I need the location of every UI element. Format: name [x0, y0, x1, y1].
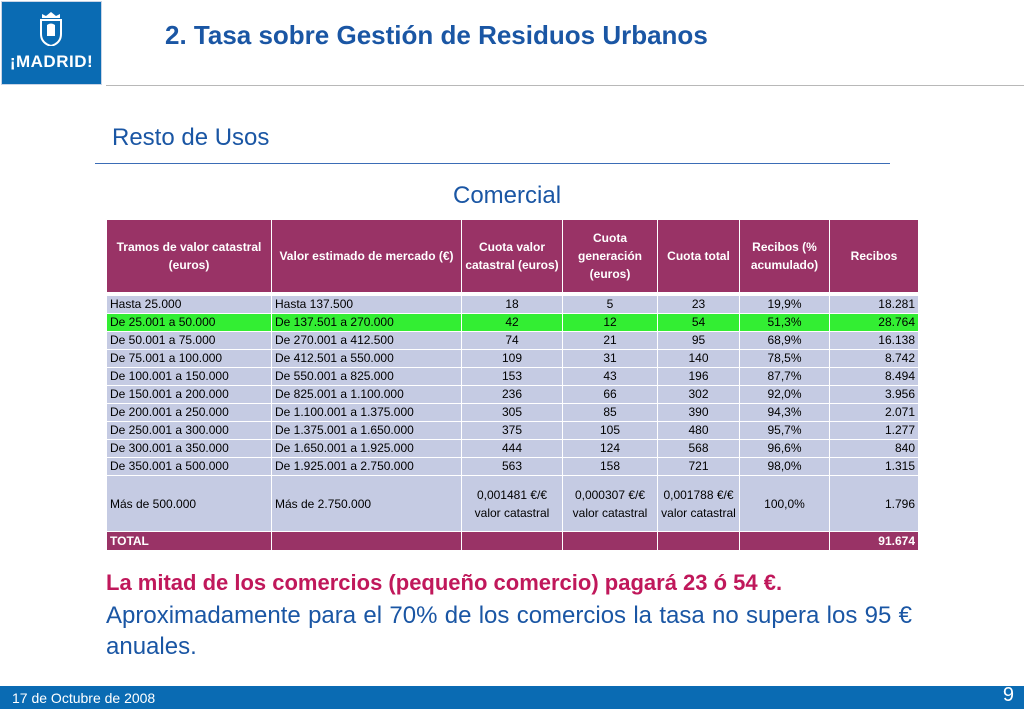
note-text: Aproximadamente para el 70% de los comercios la tasa no supera los 95 € anuales.	[106, 602, 912, 660]
table-cell: 31	[563, 350, 658, 368]
subtitle: Resto de Usos	[112, 124, 270, 151]
table-cell: 444	[462, 440, 563, 458]
table-cell: 18	[462, 296, 563, 314]
table-row	[107, 440, 919, 458]
column-header: Tramos de valor catastral (euros)	[107, 220, 272, 293]
table-row	[107, 386, 919, 404]
table-cell: 5	[563, 296, 658, 314]
table-cell: De 50.001 a 75.000	[107, 332, 272, 350]
table-cell: De 25.001 a 50.000	[107, 314, 272, 332]
table-cell: 1.315	[830, 458, 919, 476]
table-cell: 375	[462, 422, 563, 440]
table-cell: 43	[563, 368, 658, 386]
table-cell: Hasta 25.000	[107, 296, 272, 314]
table-row	[107, 332, 919, 350]
table-row	[107, 476, 919, 532]
table-cell: 105	[563, 422, 658, 440]
table-cell: 18.281	[830, 296, 919, 314]
column-header: Cuota valor catastral (euros)	[462, 220, 563, 293]
table-row	[107, 458, 919, 476]
table-cell: 95	[658, 332, 740, 350]
table-cell: 68,9%	[740, 332, 830, 350]
table-cell: De 75.001 a 100.000	[107, 350, 272, 368]
total-value: 91.674	[830, 532, 919, 551]
table-cell: 305	[462, 404, 563, 422]
table-cell: 0,000307 €/€ valor catastral	[563, 476, 658, 532]
table-cell	[272, 532, 462, 551]
table-cell: 3.956	[830, 386, 919, 404]
table-cell: 87,7%	[740, 368, 830, 386]
table-cell: 12	[563, 314, 658, 332]
table-cell: De 412.501 a 550.000	[272, 350, 462, 368]
table-cell: 16.138	[830, 332, 919, 350]
table-cell: 66	[563, 386, 658, 404]
footer-date: 17 de Octubre de 2008	[12, 690, 156, 706]
table-cell: 42	[462, 314, 563, 332]
table-row	[107, 296, 919, 314]
table-row-highlighted	[107, 314, 919, 332]
table-cell: 1.796	[830, 476, 919, 532]
table-cell	[740, 532, 830, 551]
table-cell: 51,3%	[740, 314, 830, 332]
table-cell: 95,7%	[740, 422, 830, 440]
table-row	[107, 422, 919, 440]
table-cell: 78,5%	[740, 350, 830, 368]
table-cell: 85	[563, 404, 658, 422]
table-cell: 28.764	[830, 314, 919, 332]
table-cell: De 270.001 a 412.500	[272, 332, 462, 350]
table-cell: 302	[658, 386, 740, 404]
table-cell: 54	[658, 314, 740, 332]
table-cell: De 350.001 a 500.000	[107, 458, 272, 476]
table-cell: 236	[462, 386, 563, 404]
table-cell: De 1.925.001 a 2.750.000	[272, 458, 462, 476]
table-cell: 0,001481 €/€ valor catastral	[462, 476, 563, 532]
table-cell: 98,0%	[740, 458, 830, 476]
table-cell: De 100.001 a 150.000	[107, 368, 272, 386]
table-cell: De 200.001 a 250.000	[107, 404, 272, 422]
table-cell: 19,9%	[740, 296, 830, 314]
page-number: 9	[1002, 684, 1014, 706]
table-cell: 1.277	[830, 422, 919, 440]
table-row	[107, 368, 919, 386]
table-total-row	[107, 532, 919, 551]
header-divider	[106, 85, 1024, 86]
table-cell	[658, 532, 740, 551]
table-cell: De 825.001 a 1.100.000	[272, 386, 462, 404]
table-cell: Más de 2.750.000	[272, 476, 462, 532]
column-header: Cuota generación (euros)	[563, 220, 658, 293]
page-title: 2. Tasa sobre Gestión de Residuos Urbanos	[165, 20, 708, 50]
table-cell: Más de 500.000	[107, 476, 272, 532]
column-header: Cuota total	[658, 220, 740, 293]
table-cell: De 1.375.001 a 1.650.000	[272, 422, 462, 440]
section-heading: Comercial	[453, 182, 562, 209]
highlight-text: La mitad de los comercios (pequeño comercio) pagará 23 ó 54 €.	[106, 570, 783, 595]
table-cell: Hasta 137.500	[272, 296, 462, 314]
table-row	[107, 404, 919, 422]
total-label: TOTAL	[107, 532, 272, 551]
table-cell: 94,3%	[740, 404, 830, 422]
crest-icon	[38, 12, 64, 46]
table-cell: 0,001788 €/€ valor catastral	[658, 476, 740, 532]
table-cell: 92,0%	[740, 386, 830, 404]
table-row	[107, 350, 919, 368]
column-header: Recibos (% acumulado)	[740, 220, 830, 293]
table-cell: 8.494	[830, 368, 919, 386]
table-cell: 2.071	[830, 404, 919, 422]
table-cell: 480	[658, 422, 740, 440]
tariff-table	[106, 219, 919, 551]
table-cell: 124	[563, 440, 658, 458]
table-cell: 100,0%	[740, 476, 830, 532]
column-header: Valor estimado de mercado (€)	[272, 220, 462, 293]
table-cell: 153	[462, 368, 563, 386]
table-cell: 109	[462, 350, 563, 368]
table-cell: 568	[658, 440, 740, 458]
madrid-logo	[1, 1, 102, 85]
table-cell: 23	[658, 296, 740, 314]
column-header: Recibos	[830, 220, 919, 293]
table-cell: 840	[830, 440, 919, 458]
table-cell: De 1.650.001 a 1.925.000	[272, 440, 462, 458]
table-cell: 96,6%	[740, 440, 830, 458]
table-cell: 563	[462, 458, 563, 476]
table-cell: 8.742	[830, 350, 919, 368]
table-header-row	[107, 220, 919, 293]
table-cell	[462, 532, 563, 551]
table-cell: De 137.501 a 270.000	[272, 314, 462, 332]
table-cell: 21	[563, 332, 658, 350]
table-cell: De 550.001 a 825.000	[272, 368, 462, 386]
logo-wordmark: ¡MADRID!	[9, 52, 94, 71]
table-cell: 196	[658, 368, 740, 386]
table-cell: De 150.001 a 200.000	[107, 386, 272, 404]
table-cell: 74	[462, 332, 563, 350]
table-cell: De 250.001 a 300.000	[107, 422, 272, 440]
table-cell: 390	[658, 404, 740, 422]
table-cell	[563, 532, 658, 551]
table-cell: 140	[658, 350, 740, 368]
footer-bar	[0, 686, 1024, 709]
table-cell: 158	[563, 458, 658, 476]
table-cell: De 1.100.001 a 1.375.000	[272, 404, 462, 422]
table-cell: De 300.001 a 350.000	[107, 440, 272, 458]
table-cell: 721	[658, 458, 740, 476]
subtitle-divider	[95, 163, 890, 164]
